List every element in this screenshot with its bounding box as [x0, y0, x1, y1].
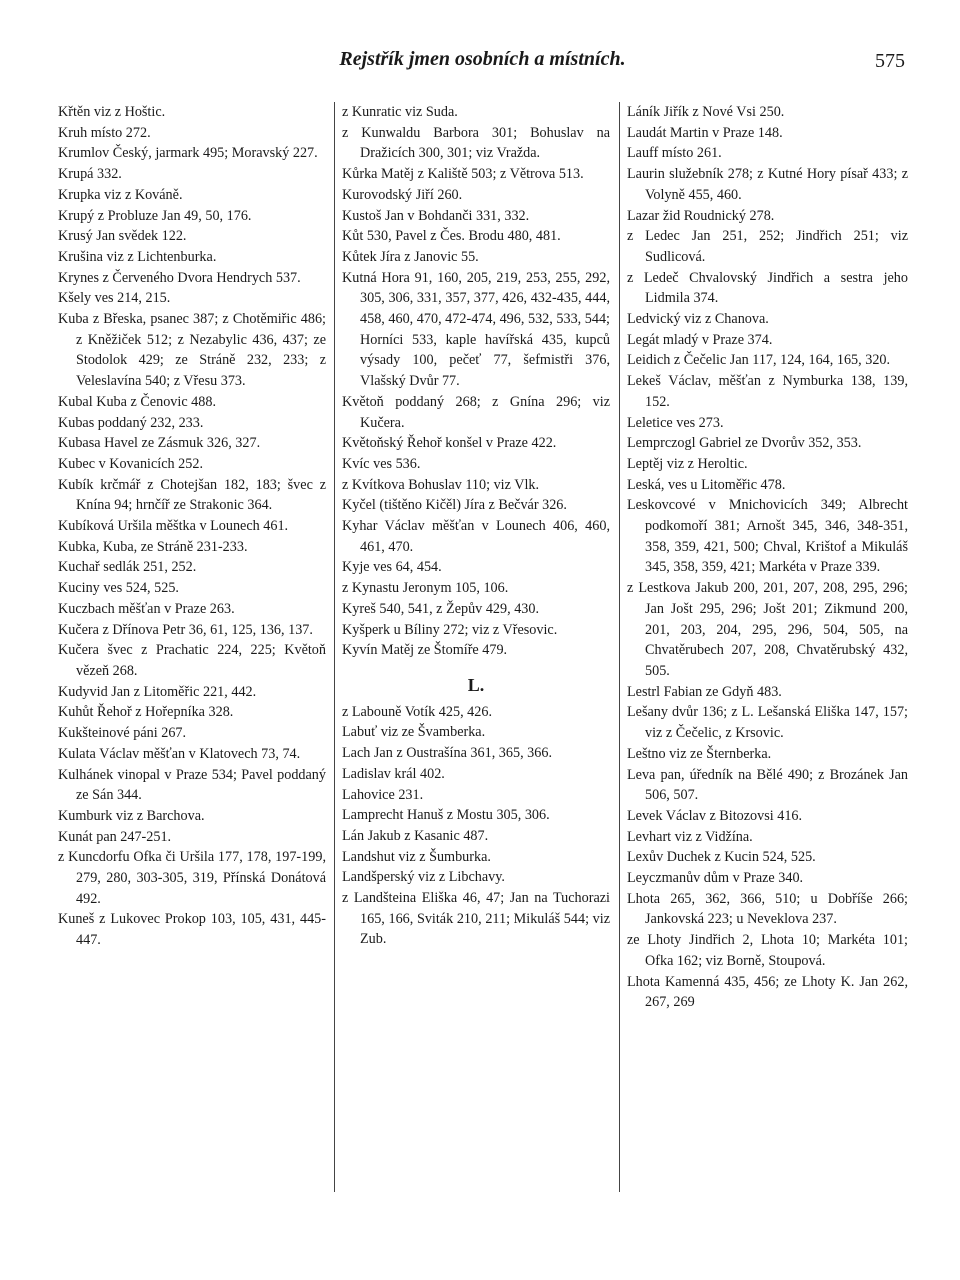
- index-entry: Legát mladý v Praze 374.: [627, 331, 773, 348]
- index-entry: Laudát Martin v Praze 148.: [627, 124, 783, 141]
- index-entry: Lahovice 231.: [342, 786, 424, 803]
- index-entry: Lestrl Fabian ze Gdyň 483.: [627, 683, 782, 700]
- index-entry: Kuhůt Řehoř z Hořepníka 328.: [58, 704, 234, 721]
- index-entry: Kuchař sedlák 251, 252.: [58, 559, 197, 576]
- index-entry: Kubec v Kovanicích 252.: [58, 455, 203, 472]
- index-entry: Kruh místo 272.: [58, 124, 151, 141]
- page-header: [60, 48, 905, 80]
- index-entry: Kyhar Václav měšťan v Lounech 406, 460, 461, 470.: [342, 518, 610, 555]
- index-entry: Kšely ves 214, 215.: [58, 290, 171, 307]
- index-entry: Kuciny ves 524, 525.: [58, 580, 179, 597]
- index-entry: Kubal Kuba z Čenovic 488.: [58, 393, 216, 410]
- index-entry: Kubíková Uršila měštka v Lounech 461.: [58, 518, 289, 535]
- index-entry: Kubka, Kuba, ze Stráně 231-233.: [58, 538, 248, 555]
- index-entry: Kubas poddaný 232, 233.: [58, 414, 204, 431]
- index-entry: Krušina viz z Lichtenburka.: [58, 248, 217, 265]
- index-entry: Landshut viz z Šumburka.: [342, 848, 491, 865]
- index-entry: Krupá 332.: [58, 166, 122, 183]
- index-entry: Kůrka Matěj z Kaliště 503; z Větrova 513.: [342, 166, 584, 183]
- index-entry: Ledvický viz z Chanova.: [627, 311, 769, 328]
- index-columns: [58, 102, 908, 1192]
- index-entry: Lhota 265, 362, 366, 510; u Dobříše 266; Jankovská 223; u Neveklova 237.: [627, 890, 908, 928]
- index-entry: Leletice ves 273.: [627, 414, 724, 431]
- index-column-1: [58, 102, 326, 1192]
- index-entry: Lešany dvůr 136; z L. Lešanská Eliška 147, 157; viz z Čečelic, z Krsovic.: [627, 704, 908, 742]
- index-entry: Kudyvid Jan z Litoměřic 221, 442.: [58, 683, 257, 700]
- index-entry: Leská, ves u Litoměřic 478.: [627, 476, 786, 493]
- index-entry: z Kunwaldu Barbora 301; Bohuslav na Dražicích 300, 301; viz Vražda.: [342, 124, 610, 162]
- index-entry: Kyčel (tištěno Kičěl) Jíra z Bečvár 326.: [342, 497, 567, 514]
- index-entry: Kumburk viz z Barchova.: [58, 807, 205, 824]
- index-entry: Kuba z Břeska, psanec 387; z Chotěmiřic 486; z Kněžiček 512; z Nezabylic 436, 437; ze Stodolok 429; ze Stráně 232, 233; z Veleslavína 540; z Vřesu 373.: [58, 311, 326, 390]
- index-entry: Krynes z Červeného Dvora Hendrych 537.: [58, 269, 301, 286]
- index-entry: Krusý Jan svědek 122.: [58, 228, 187, 245]
- index-entry: Laurin služebník 278; z Kutné Hory písař 433; z Volyně 455, 460.: [627, 166, 908, 203]
- index-entry: Kuczbach měšťan v Praze 263.: [58, 600, 235, 617]
- index-entry: Květoň poddaný 268; z Gnína 296; viz Kučera.: [342, 393, 610, 431]
- column-divider: [334, 102, 335, 1192]
- index-entry: Kyšperk u Bíliny 272; viz z Vřesovic.: [342, 621, 558, 638]
- index-entry: Leyczmanův dům v Praze 340.: [627, 870, 804, 887]
- index-entry: z Kuncdorfu Ofka či Uršila 177, 178, 197-199, 279, 280, 303-305, 319, Přínská Donátová 492.: [58, 849, 326, 907]
- index-entry: Krupý z Probluze Jan 49, 50, 176.: [58, 207, 252, 224]
- index-entry: Leva pan, úředník na Bělé 490; z Brozánek Jan 506, 507.: [627, 766, 908, 804]
- index-entry: Leštno viz ze Šternberka.: [627, 745, 772, 762]
- index-entry: Lán Jakub z Kasanic 487.: [342, 827, 489, 844]
- index-entry: Kulhánek vinopal v Praze 534; Pavel poddaný ze Sán 344.: [58, 766, 326, 804]
- index-entry: Krupka viz z Kováně.: [58, 186, 183, 203]
- index-entry: Labuť viz ze Švamberka.: [342, 724, 486, 741]
- index-entry: Kučera z Dřínova Petr 36, 61, 125, 136, 137.: [58, 621, 313, 638]
- index-entry: Kustoš Jan v Bohdanči 331, 332.: [342, 207, 530, 224]
- index-entry: z Kvítkova Bohuslav 110; viz Vlk.: [342, 476, 540, 493]
- index-entry: z Labouně Votík 425, 426.: [342, 703, 493, 720]
- index-column-2: [342, 102, 610, 1192]
- index-entry: Leidich z Čečelic Jan 117, 124, 164, 165, 320.: [627, 352, 891, 369]
- index-entry: Lemprczogl Gabriel ze Dvorův 352, 353.: [627, 435, 862, 452]
- index-entry: z Ledec Jan 251, 252; Jindřich 251; viz Sudlicová.: [627, 228, 908, 265]
- index-entry: Kukšteinové páni 267.: [58, 725, 187, 742]
- index-entry: Kubík krčmář z Chotejšan 182, 183; švec z Knína 94; hrnčíř ze Strakonic 364.: [58, 476, 326, 514]
- index-entry: Krumlov Český, jarmark 495; Moravský 227.: [58, 145, 318, 162]
- index-entry: Křtěn viz z Hoštic.: [58, 104, 166, 120]
- index-entry: Kunát pan 247-251.: [58, 828, 172, 845]
- page-number: 575: [875, 50, 905, 72]
- index-entry: Ladislav král 402.: [342, 765, 445, 782]
- index-entry: Kvíc ves 536.: [342, 455, 421, 472]
- index-column-3: [627, 102, 908, 1192]
- index-entry: Kučera švec z Prachatic 224, 225; Květoň vězeň 268.: [58, 642, 326, 679]
- index-entry: Kuneš z Lukovec Prokop 103, 105, 431, 445-447.: [58, 911, 326, 949]
- index-entry: Kyvín Matěj ze Štomíře 479.: [342, 642, 508, 659]
- running-title: Rejstřík jmen osobních a místních.: [339, 48, 626, 70]
- index-entry: Kyreš 540, 541, z Žepův 429, 430.: [342, 600, 540, 617]
- index-entry: Lexův Duchek z Kucin 524, 525.: [627, 849, 816, 866]
- index-entry: Lauff místo 261.: [627, 145, 722, 162]
- index-entry: Levek Václav z Bitozovsi 416.: [627, 807, 803, 824]
- index-entry: Lekeš Václav, měšťan z Nymburka 138, 139, 152.: [627, 373, 908, 410]
- index-entry: Lazar žid Roudnický 278.: [627, 207, 775, 224]
- index-entry: Květoňský Řehoř konšel v Praze 422.: [342, 435, 557, 452]
- index-entry: Kubasa Havel ze Zásmuk 326, 327.: [58, 435, 261, 452]
- index-entry: Láník Jiřík z Nové Vsi 250.: [627, 104, 785, 120]
- index-entry: Kutná Hora 91, 160, 205, 219, 253, 255, 292, 305, 306, 331, 357, 377, 426, 432-435, 444, 458, 460, 470, 472-474, 496, 532, 533, 544; Horníci 533, kaple havířská 435, kupců výsady 100, pečeť 77, šefmistři 376, Vlašský Dvůr 77.: [342, 269, 610, 390]
- index-entry: Lamprecht Hanuš z Mostu 305, 306.: [342, 807, 550, 824]
- index-entry: Kurovodský Jiří 260.: [342, 186, 463, 203]
- index-entry: z Kunratic viz Suda.: [342, 104, 458, 120]
- index-entry: z Ledeč Chvalovský Jindřich a sestra jeho Lidmila 374.: [627, 269, 908, 307]
- index-entry: Kůtek Jíra z Janovic 55.: [342, 248, 479, 265]
- column-divider: [619, 102, 620, 1192]
- index-entry: Kůt 530, Pavel z Čes. Brodu 480, 481.: [342, 228, 561, 245]
- index-entry: ze Lhoty Jindřich 2, Lhota 10; Markéta 101; Ofka 162; viz Borně, Stoupová.: [627, 932, 908, 969]
- index-entry: Kulata Václav měšťan v Klatovech 73, 74.: [58, 745, 301, 762]
- section-heading-l: L.: [467, 674, 485, 695]
- index-entry: Landšperský viz z Libchavy.: [342, 869, 505, 886]
- index-entry: Lach Jan z Oustrašína 361, 365, 366.: [342, 745, 553, 762]
- index-entry: z Kynastu Jeronym 105, 106.: [342, 580, 509, 597]
- index-entry: z Lestkova Jakub 200, 201, 207, 208, 295, 296; Jan Jošt 295, 296; Jošt 201; Zikmund 200, 201, 203, 204, 295, 296, 504, 505, na Chvatěrubech 207, 208, Chvatěrubský 432, 505.: [627, 580, 908, 679]
- index-entry: Levhart viz z Vidžína.: [627, 828, 753, 845]
- index-entry: Lhota Kamenná 435, 456; ze Lhoty K. Jan 262, 267, 269: [627, 973, 908, 1011]
- index-entry: Leskovcové v Mnichovicích 349; Albrecht podkomoří 381; Arnošt 345, 346, 348-351, 358, 359, 421, 500; Chval, Krištof a Mikuláš 345, 358, 359, 421; Markéta v Praze 339.: [627, 497, 908, 576]
- index-entry: z Landšteina Eliška 46, 47; Jan na Tuchorazi 165, 166, Sviták 210, 211; Mikuláš 544; viz Zub.: [342, 890, 610, 948]
- index-entry: Kyje ves 64, 454.: [342, 559, 442, 576]
- index-entry: Leptěj viz z Heroltic.: [627, 455, 748, 472]
